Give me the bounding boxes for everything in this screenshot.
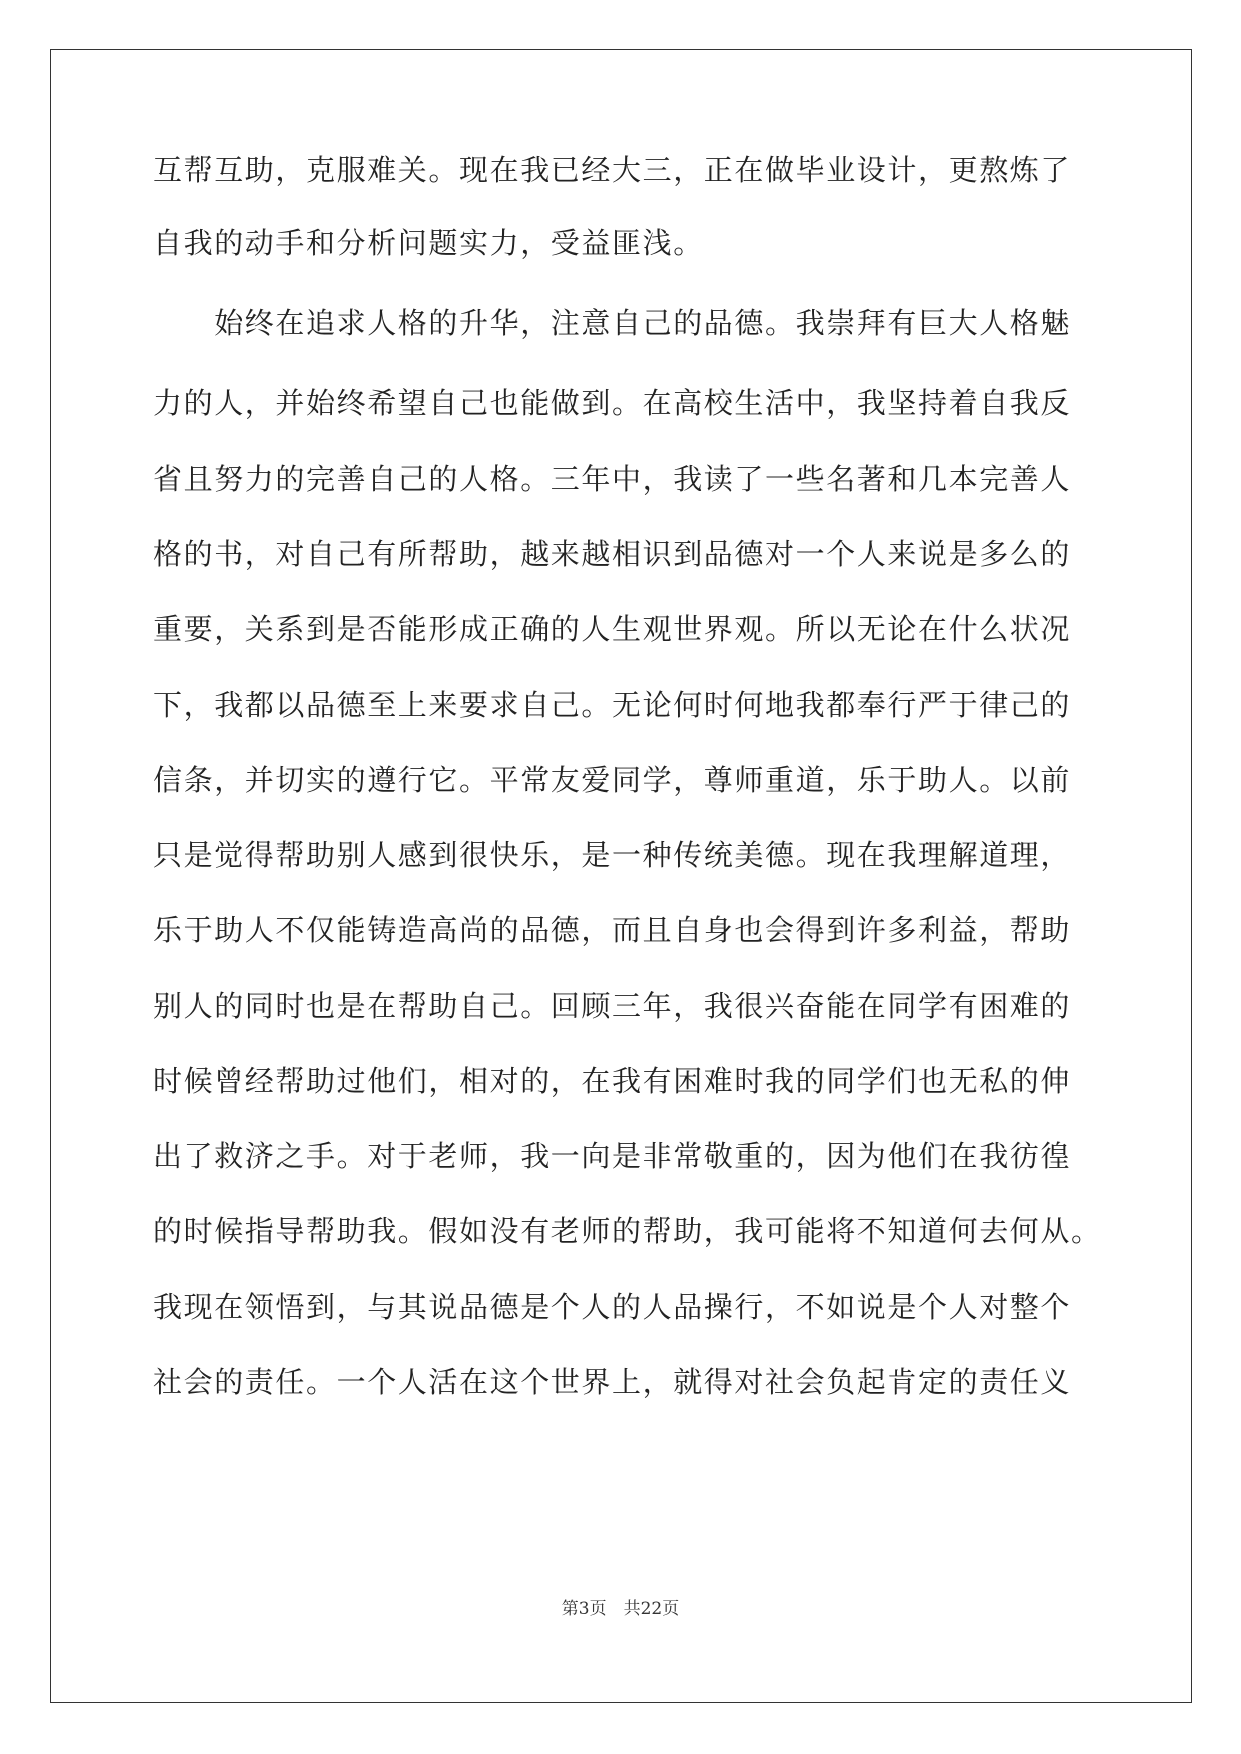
page-border [50, 49, 1192, 1703]
text-line: 出了救济之手。对于老师，我一向是非常敬重的，因为他们在我彷徨 [153, 1139, 1072, 1173]
text-line: 互帮互助，克服难关。现在我已经大三，正在做毕业设计，更熬炼了 [153, 153, 1072, 187]
text-line: 自我的动手和分析问题实力，受益匪浅。 [153, 226, 704, 260]
text-line: 时候曾经帮助过他们，相对的，在我有困难时我的同学们也无私的伸 [153, 1064, 1072, 1098]
text-line: 的时候指导帮助我。假如没有老师的帮助，我可能将不知道何去何从。 [153, 1214, 1102, 1248]
text-line: 重要，关系到是否能形成正确的人生观世界观。所以无论在什么状况 [153, 612, 1072, 646]
text-line: 社会的责任。一个人活在这个世界上，就得对社会负起肯定的责任义 [153, 1365, 1072, 1399]
text-line: 始终在追求人格的升华，注意自己的品德。我崇拜有巨大人格魅 [153, 306, 1072, 340]
text-line: 乐于助人不仅能铸造高尚的品德，而且自身也会得到许多利益，帮助 [153, 913, 1072, 947]
text-line: 我现在领悟到，与其说品德是个人的人品操行，不如说是个人对整个 [153, 1290, 1072, 1324]
text-line: 格的书，对自己有所帮助，越来越相识到品德对一个人来说是多么的 [153, 537, 1072, 571]
text-line: 省且努力的完善自己的人格。三年中，我读了一些名著和几本完善人 [153, 462, 1072, 496]
page-number-footer: 第3页 共22页 [561, 1599, 680, 1619]
text-line: 信条，并切实的遵行它。平常友爱同学，尊师重道，乐于助人。以前 [153, 763, 1072, 797]
text-line: 别人的同时也是在帮助自己。回顾三年，我很兴奋能在同学有困难的 [153, 989, 1072, 1023]
text-line: 只是觉得帮助别人感到很快乐，是一种传统美德。现在我理解道理， [153, 838, 1072, 872]
text-line: 下，我都以品德至上来要求自己。无论何时何地我都奉行严于律己的 [153, 688, 1072, 722]
text-line: 力的人，并始终希望自己也能做到。在高校生活中，我坚持着自我反 [153, 386, 1072, 420]
